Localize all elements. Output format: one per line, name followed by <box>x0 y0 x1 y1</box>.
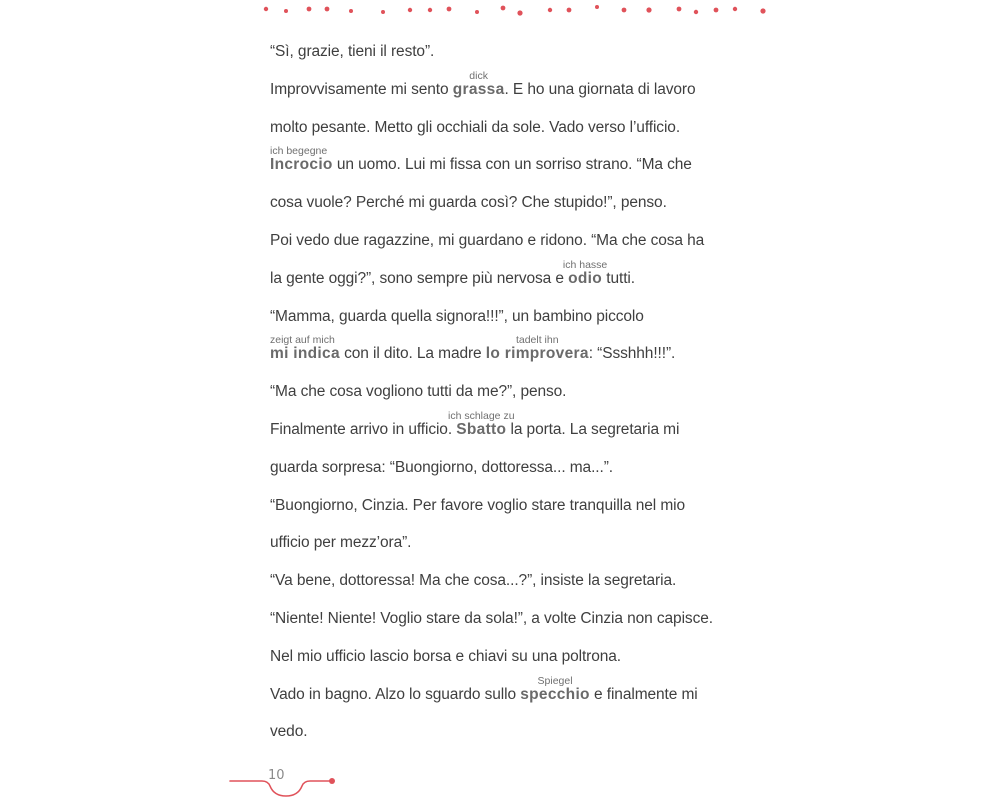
footer-dot <box>329 778 335 784</box>
keyword: mi indica <box>270 345 340 363</box>
text-segment: Poi vedo due ragazzine, mi guardano e ridono. “Ma che cosa ha <box>270 232 705 249</box>
text-segment: vedo. <box>270 723 308 741</box>
text-segment: con il dito. La madre <box>339 345 486 363</box>
border-dot <box>646 7 651 12</box>
text-segment: “Ma che cosa vogliono tutti da me?”, penso. <box>270 383 567 401</box>
border-dot <box>264 7 268 11</box>
border-dot <box>408 8 412 12</box>
text-segment: ufficio per mezz’ora”. <box>270 534 412 552</box>
text-line <box>270 43 434 61</box>
border-dot <box>428 8 432 12</box>
glossed-word <box>270 145 333 174</box>
text-line <box>270 194 667 212</box>
border-dot <box>760 8 765 13</box>
text-segment: : “Ssshhh!!!”. <box>588 345 676 363</box>
keyword: specchio <box>520 685 590 703</box>
glossed-word <box>447 410 515 439</box>
text-segment: cosa vuole? Perché mi guarda così? Che stupido!”, penso. <box>270 194 667 212</box>
border-dot <box>622 8 627 13</box>
keyword: grassa <box>452 80 505 98</box>
text-segment: un uomo. Lui mi fissa con un sorriso strano. “Ma che <box>332 156 692 174</box>
text-line <box>270 572 676 590</box>
keyword: Sbatto <box>456 421 507 438</box>
border-dot <box>349 9 353 13</box>
glossed-word <box>270 334 340 363</box>
border-dot <box>548 8 552 12</box>
text-segment: “Buongiorno, Cinzia. Per favore voglio stare tranquilla nel mio <box>270 496 686 514</box>
keyword: Incrocio <box>270 156 333 174</box>
text-segment: e finalmente mi <box>589 685 698 703</box>
text-line <box>270 723 307 741</box>
border-dot <box>517 10 522 15</box>
text-line <box>270 497 685 515</box>
text-line <box>270 258 635 288</box>
text-line <box>270 232 704 250</box>
word-gloss: tadelt ihn <box>515 334 559 347</box>
text-segment: Finalmente arrivo in ufficio. <box>270 421 457 438</box>
text-segment: “Mamma, guarda quella signora!!!”, un bambino piccolo <box>270 307 644 325</box>
word-gloss: ich hasse <box>562 258 608 271</box>
text-line <box>270 410 680 439</box>
text-line <box>270 383 566 401</box>
glossed-word <box>485 334 589 363</box>
border-dot <box>475 10 479 14</box>
text-segment: molto pesante. Metto gli occhiali da sole. Vado verso l’ufficio. <box>270 118 681 136</box>
text-segment: Improvvisamente mi sento <box>270 80 453 98</box>
border-dot <box>284 9 288 13</box>
word-gloss: ich schlage zu <box>447 410 515 422</box>
text-segment: . E ho una giornata di lavoro <box>504 80 696 98</box>
word-gloss: Spiegel <box>537 674 573 687</box>
glossed-word <box>562 258 608 288</box>
text-segment: Nel mio ufficio lascio borsa e chiavi su una poltrona. <box>270 647 622 665</box>
footer-swoosh-line <box>230 781 332 796</box>
border-dot <box>595 5 599 9</box>
text-segment: la porta. La segretaria mi <box>506 421 680 438</box>
border-dot <box>567 8 572 13</box>
decorative-dot-border <box>0 0 1000 24</box>
glossed-word <box>520 674 590 704</box>
text-line <box>270 308 644 326</box>
border-dot <box>677 7 682 12</box>
text-segment: “Niente! Niente! Voglio stare da sola!”, a volte Cinzia non capisce. <box>270 610 713 627</box>
word-gloss: ich begegne <box>270 145 328 158</box>
word-gloss: dick <box>469 69 488 82</box>
text-line <box>270 674 698 704</box>
text-segment: Vado in bagno. Alzo lo sguardo sullo <box>270 685 521 703</box>
text-line <box>270 610 713 628</box>
word-gloss: zeigt auf mich <box>270 334 335 347</box>
text-segment: la gente oggi?”, sono sempre più nervosa e <box>270 269 569 287</box>
page-footer-ornament <box>228 764 348 800</box>
border-dot <box>733 7 737 11</box>
text-segment: tutti. <box>602 269 635 287</box>
glossed-word <box>452 69 505 99</box>
text-line <box>270 69 696 99</box>
text-line <box>270 534 411 552</box>
text-line <box>270 459 613 477</box>
text-line <box>270 119 680 137</box>
border-dot <box>381 10 385 14</box>
text-line <box>270 334 676 363</box>
page-number: 10 <box>268 768 285 783</box>
border-dot <box>714 8 719 13</box>
keyword: lo rimprovera <box>485 345 589 363</box>
text-line <box>270 648 621 666</box>
border-dot <box>447 7 452 12</box>
text-line <box>270 145 692 174</box>
keyword: odio <box>568 269 603 287</box>
text-segment: guarda sorpresa: “Buongiorno, dottoressa... ma...”. <box>270 458 613 476</box>
text-segment: “Sì, grazie, tieni il resto”. <box>270 43 435 60</box>
border-dot <box>694 10 698 14</box>
border-dot <box>307 7 312 12</box>
border-dot <box>501 6 506 11</box>
border-dot <box>325 7 330 12</box>
text-segment: “Va bene, dottoressa! Ma che cosa...?”, insiste la segretaria. <box>270 572 677 590</box>
